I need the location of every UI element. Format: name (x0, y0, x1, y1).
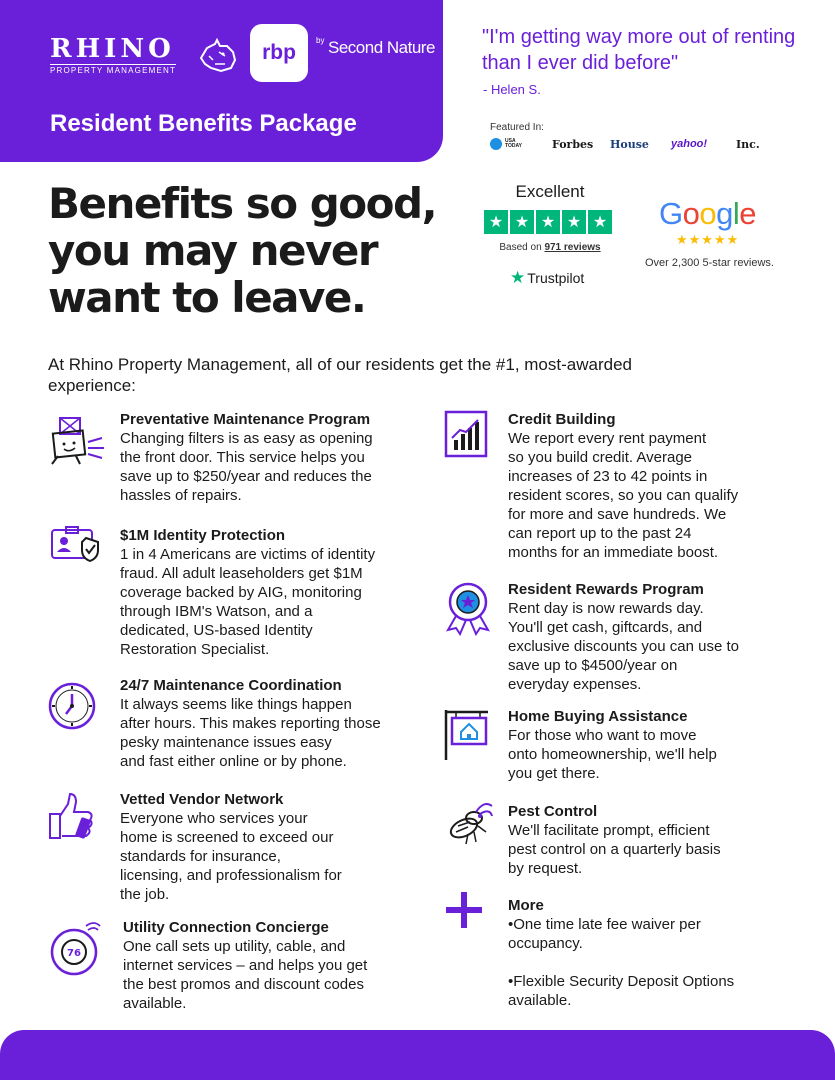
star-icon: ★ (588, 210, 612, 234)
benefit-preventative-maintenance (120, 410, 420, 505)
star-icon: ★ (562, 210, 586, 234)
benefit-body: One call sets up utility, cable, and internet services – and helps you get the best promos and discount codes available. (123, 938, 368, 1012)
benefit-body: Rent day is now rewards day. You'll get cash, giftcards, and exclusive discounts you can use to save up to $4500/year on everyday expenses. (508, 600, 739, 693)
benefit-title: Pest Control (508, 803, 598, 820)
benefit-utility-concierge (123, 918, 423, 1013)
benefit-body: For those who want to move onto homeownership, we'll help you get there. (508, 727, 717, 782)
benefit-title: Resident Rewards Program (508, 581, 704, 598)
benefit-title: Preventative Maintenance Program (120, 411, 371, 428)
header-banner (0, 0, 443, 162)
benefit-title: More (508, 897, 544, 914)
rhino-head-icon (197, 38, 239, 74)
thermostat-reading: 76 (67, 948, 81, 959)
bar-chart-icon (444, 410, 490, 458)
google-stars: ★★★★★ (676, 233, 740, 248)
award-ribbon-icon (442, 580, 494, 636)
review-count-link[interactable]: 971 reviews (544, 242, 601, 253)
star-icon: ★ (536, 210, 560, 234)
brand-subtitle: PROPERTY MANAGEMENT (50, 66, 177, 75)
benefit-maintenance-coordination (120, 676, 420, 771)
id-shield-icon (50, 526, 102, 562)
benefit-body: 1 in 4 Americans are victims of identity fraud. All adult leaseholders get $1M coverage backed by AIG, monitoring through IBM's Watson, and a dedicated, US-based Identity Restoration Specialist. (120, 546, 376, 658)
benefit-body: •One time late fee waiver per occupancy. •Flexible Security Deposit Options available. (508, 916, 735, 1009)
clock-icon (46, 680, 98, 732)
rbp-badge-text: rbp (262, 41, 296, 64)
star-icon: ★ (510, 210, 534, 234)
package-title: Resident Benefits Package (50, 110, 357, 137)
house-logo: House (610, 138, 649, 151)
plus-icon (444, 890, 484, 930)
benefit-title: 24/7 Maintenance Coordination (120, 677, 342, 694)
thermostat-icon (46, 916, 106, 978)
benefit-title: Credit Building (508, 411, 616, 428)
benefit-identity-protection (120, 526, 420, 659)
second-nature-logo (314, 36, 435, 56)
based-on-prefix: Based on (499, 242, 542, 253)
benefit-body: We'll facilitate prompt, efficient pest control on a quarterly basis by request. (508, 822, 721, 877)
usa-today-logo (490, 138, 527, 150)
benefit-title: Utility Connection Concierge (123, 919, 329, 936)
benefit-body: Everyone who services your home is screened to exceed our standards for insurance, licensing, and professionalism for the job. (120, 810, 342, 903)
forbes-logo: Forbes (552, 138, 594, 151)
trustpilot-brand: Trustpilot (527, 270, 585, 286)
trustpilot-rating-word: Excellent (515, 182, 585, 201)
press-logos (490, 138, 780, 154)
benefit-resident-rewards (508, 580, 808, 694)
brand-name: RHINO (50, 34, 175, 64)
trustpilot-logo (510, 268, 584, 288)
benefit-pest-control (508, 802, 808, 878)
trustpilot-stars (484, 210, 612, 234)
trustpilot-based-on (484, 242, 616, 253)
rhino-logo (50, 36, 176, 75)
benefit-body: Changing filters is as easy as opening the front door. This service helps you save up to $250/year and reduces the hassles of repairs. (120, 430, 373, 504)
star-icon: ★ (484, 210, 508, 234)
footer-bar (0, 1030, 835, 1080)
bug-icon (444, 800, 496, 848)
benefit-credit-building (508, 410, 808, 562)
testimonial-quote: "I'm getting way more out of renting than I ever did before" (482, 26, 796, 74)
google-logo: Google (659, 196, 757, 231)
benefit-body: We report every rent payment so you build credit. Average increases of 23 to 42 points in resident scores, so you can qualify for more and save hundreds. We can report up to the past 24 months for an immediate boost. (508, 430, 739, 561)
partner-name: Second Nature (328, 38, 435, 57)
intro-text: At Rhino Property Management, all of our residents get the #1, most-awarded experience: (48, 355, 632, 395)
benefit-title: Vetted Vendor Network (120, 791, 284, 808)
benefit-home-buying (508, 707, 808, 783)
usa-today-dot-icon (490, 138, 502, 150)
rbp-badge (250, 24, 308, 82)
thumbs-up-icon (46, 792, 100, 844)
trustpilot-star-icon: ★ (510, 268, 526, 287)
testimonial-author: - Helen S. (483, 82, 541, 97)
benefit-vetted-vendor (120, 790, 420, 904)
featured-in-label: Featured In: (490, 122, 544, 133)
benefit-more (508, 896, 808, 1010)
partner-by: by (316, 36, 325, 45)
benefit-body: It always seems like things happen after hours. This makes reporting those pesky maintenance issues easy and fast either online or by phone. (120, 696, 381, 770)
google-reviews: Over 2,300 5-star reviews. (645, 257, 774, 269)
headline: Benefits so good, you may never want to leave. (48, 179, 437, 322)
home-sign-icon (442, 708, 492, 762)
benefit-title: $1M Identity Protection (120, 527, 286, 544)
benefit-title: Home Buying Assistance (508, 708, 688, 725)
filter-delivery-box-icon (46, 412, 110, 468)
yahoo-logo: yahoo! (671, 138, 708, 150)
press-outlet: USA TODAY (505, 138, 522, 149)
inc-logo: Inc. (736, 138, 760, 151)
